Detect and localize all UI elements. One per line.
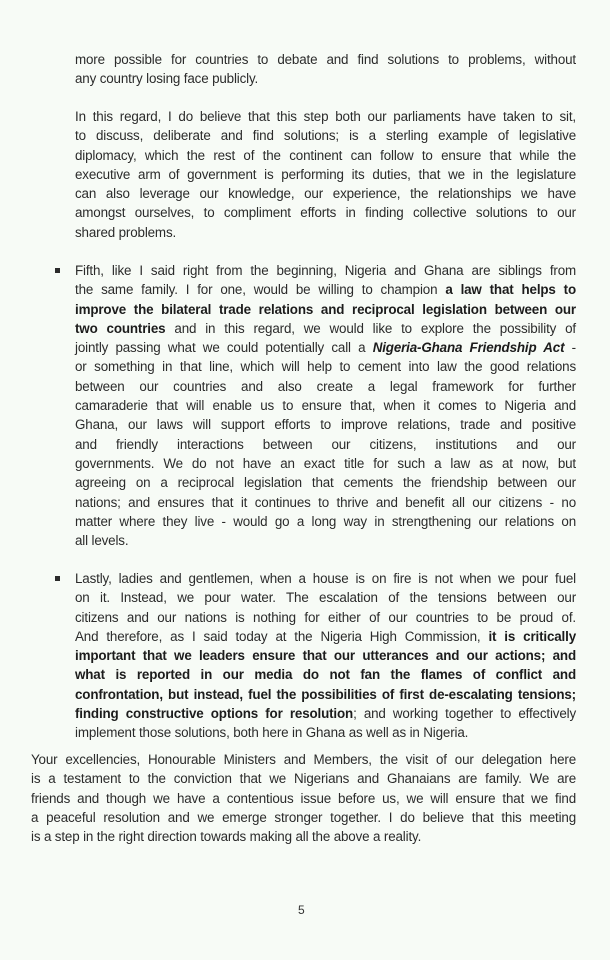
bold-text-run: improve the bilateral trade relations and reciprocal legislation between our [75,301,576,317]
text-line: is a step in the right direction towards making all the above a reality. [31,829,422,845]
text-line: nations; and ensures that it continues to thrive and benefit all our citizens - no [75,494,576,510]
paragraph-legislative-diplomacy [75,107,576,242]
text-line [75,280,576,299]
text-line: and friendly interactions between our citizens, institutions and our [75,436,576,452]
text-line: a peaceful resolution and we emerge stronger together. I do believe that this meeting [31,809,576,825]
text-run: - [564,340,576,356]
bold-text-run: confrontation, but instead, fuel the possibilities of first de-escalating tensions; [75,686,576,702]
text-run: And therefore, as I said today at the Nigeria High Commission, [75,628,489,644]
text-line: governments. We do not have an exact title for such a law as at now, but [75,455,576,471]
text-line: diplomacy, which the rest of the continent can follow to ensure that while the [75,147,576,163]
text-line: amongst ourselves, to compliment efforts in finding collective solutions to our [75,205,576,221]
bold-text-run: two countries [75,320,166,336]
bold-text-run: finding constructive options for resolution [75,706,354,722]
text-line: any country losing face publicly. [75,71,259,87]
text-line: can also leverage our knowledge, our experience, the relationships we have [75,186,576,202]
text-line: to discuss, deliberate and find solutions; is a sterling example of legislative [75,128,576,144]
text-run: the same family. I for one, would be willing to champion [75,282,446,298]
text-line [75,704,576,723]
page-number: 5 [298,903,305,917]
text-line: In this regard, I do believe that this step both our parliaments have taken to sit, [75,109,576,124]
text-line: more possible for countries to debate and find solutions to problems, without [75,52,576,67]
text-line [75,646,576,665]
bold-text-run: it is critically [488,628,576,644]
text-run: jointly passing what we could potentially call a [75,340,373,356]
bold-text-run: important that we leaders ensure that our utterances and our actions; and [75,648,576,664]
text-line [75,685,576,704]
bold-text-run: a law that helps to [445,282,576,298]
text-line: Fifth, like I said right from the beginning, Nigeria and Ghana are siblings from [75,263,576,278]
paragraph-closing [31,750,576,846]
text-line: on it. Instead, we pour water. The escalation of the tensions between our [75,590,576,606]
bullet-item-friendship-act [75,261,576,550]
text-line: citizens and our nations is nothing for either of our countries to be proud of. [75,609,576,625]
bold-text-run: what is reported in our media do not fan the flames of conflict and [75,667,576,683]
paragraph-continuation [75,50,576,89]
text-line: is a testament to the conviction that we Nigerians and Ghanaians are family. We are [31,771,576,787]
text-line: implement those solutions, both here in Ghana as well as in Nigeria. [75,725,469,741]
bullet-marker [55,268,60,273]
text-line [75,319,576,338]
text-line: between our countries and also create a legal framework for further [75,378,576,394]
text-line [75,627,576,646]
bullet-marker [55,576,60,581]
text-run: ; and working together to effectively [353,706,576,722]
bold-italic-act-name: Nigeria-Ghana Friendship Act [372,340,565,356]
text-line: friends and though we have a contentious issue before us, we will ensure that we find [31,790,576,806]
text-line: matter where they live - would go a long way in strengthening our relations on [75,513,576,529]
text-line: Ghana, our laws will support efforts to improve relations, trade and positive [75,417,576,433]
text-line [75,300,576,319]
text-line [75,665,576,684]
text-line: Lastly, ladies and gentlemen, when a house is on fire is not when we pour fuel [75,571,576,586]
text-line: Your excellencies, Honourable Ministers and Members, the visit of our delegation here [31,752,576,767]
text-line: executive arm of government is performing its duties, that we in the legislature [75,166,576,182]
text-line: or something in that line, which will help to cement into law the good relations [75,359,576,375]
bullet-item-de-escalation [75,569,576,743]
text-run: and in this regard, we would like to explore the possibility of [165,320,576,336]
text-line: shared problems. [75,224,177,240]
text-line: all levels. [75,533,129,549]
text-line: camaraderie that will enable us to ensure that, when it comes to Nigeria and [75,398,576,414]
text-line: agreeing on a reciprocal legislation that cements the friendship between our [75,475,576,491]
text-line [75,338,576,357]
